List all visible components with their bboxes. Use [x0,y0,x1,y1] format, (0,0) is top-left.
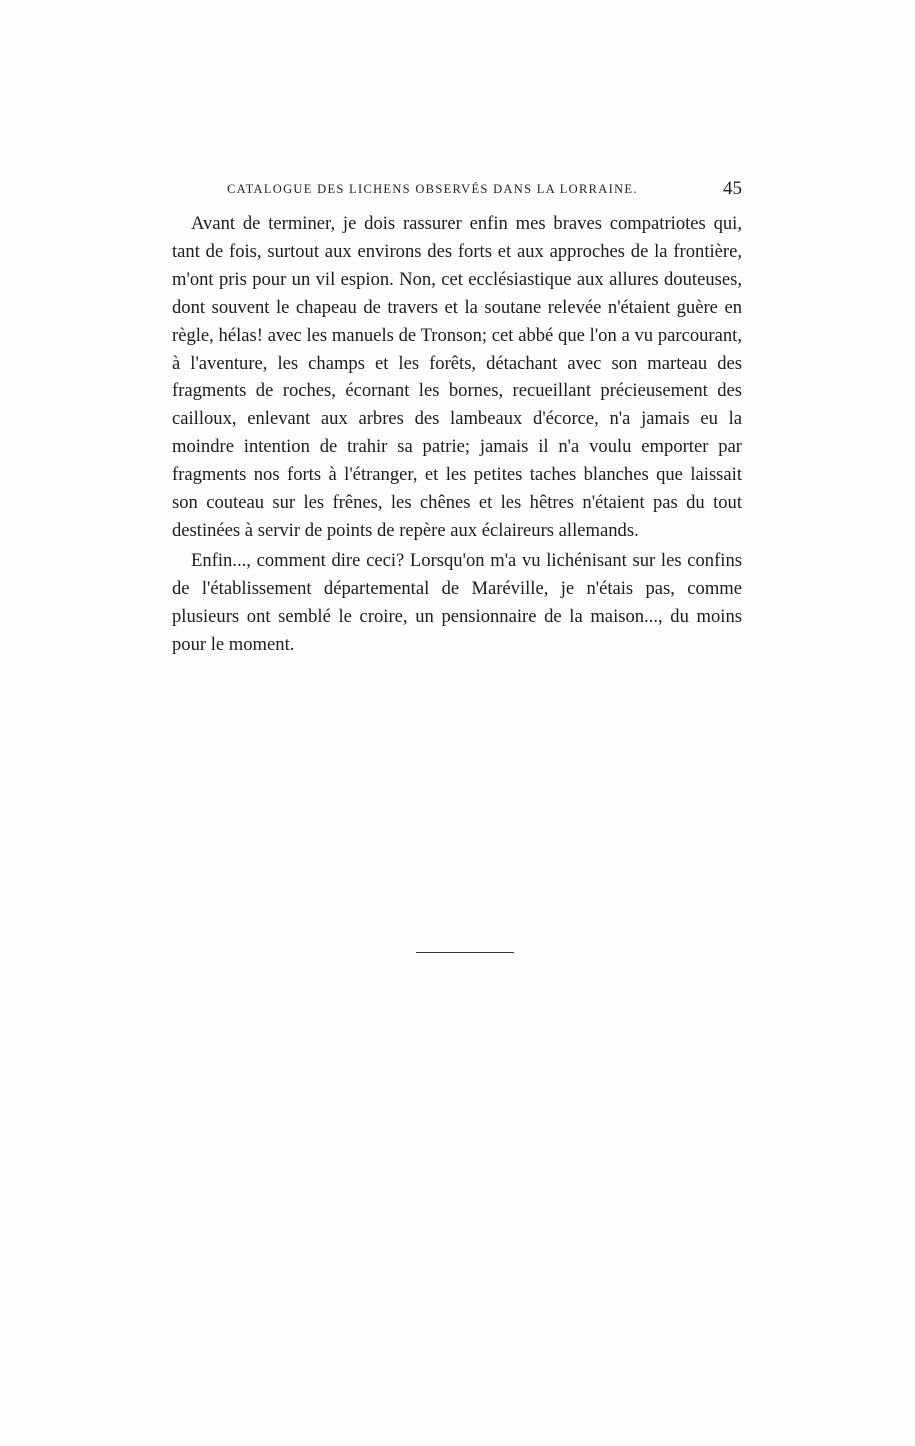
section-end-rule [416,952,514,953]
page-number: 45 [723,178,742,199]
paragraph: Avant de terminer, je dois rassurer enfin mes braves compatriotes qui, tant de fois, surtout aux environs des forts et aux approches de la frontière, m'ont pris pour un vil espion. Non, cet ecclésiastique aux allures douteuses, dont souvent le chapeau de travers et la soutane relevée n'étaient guère en règle, hélas! avec les manuels de Tronson; cet abbé que l'on a vu parcourant, à l'aventure, les champs et les forêts, détachant avec son marteau des fragments de roches, écornant les bornes, recueillant précieusement des cailloux, enlevant aux arbres des lambeaux d'écorce, n'a jamais eu la moindre intention de trahir sa patrie; jamais il n'a voulu emporter par fragments nos forts à l'étranger, et les petites taches blanches que laissait son couteau sur les frênes, les chênes et les hêtres n'étaient pas du tout destinées à servir de points de repère aux éclaireurs allemands. [172,213,742,541]
body-text [172,210,742,659]
paragraph: Enfin..., comment dire ceci? Lorsqu'on m'a vu lichénisant sur les confins de l'établissement départemental de Maréville, je n'étais pas, comme plusieurs ont semblé le croire, un pensionnaire de la maison..., du moins pour le moment. [172,549,742,655]
running-title: CATALOGUE DES LICHENS OBSERVÉS DANS LA LORRAINE. [227,182,638,196]
running-head [172,178,742,204]
